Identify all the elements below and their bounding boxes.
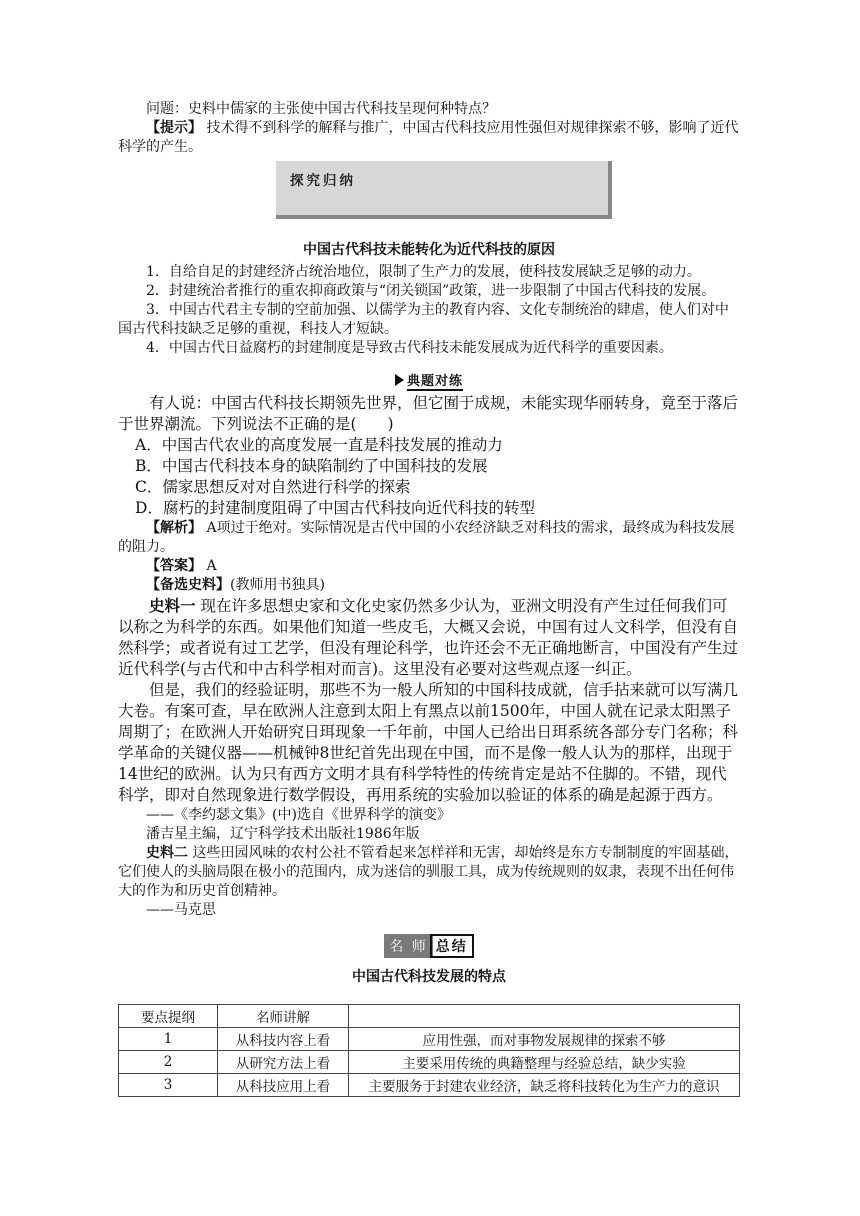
reason-item: 2．封建统治者推行的重农抑商政策与“闭关锁国”政策，进一步限制了中国古代科技的发展。	[146, 283, 716, 299]
table-cell: 从科技内容上看	[218, 1028, 349, 1051]
play-triangle-icon	[395, 374, 404, 386]
option-a: A．中国古代农业的高度发展一直是科技发展的推动力	[135, 436, 503, 454]
backup-note: (教师用书独具)	[230, 577, 325, 593]
source2-paragraph	[118, 844, 740, 901]
table-header: 要点提纲	[119, 1005, 218, 1028]
hint-text: 技术得不到科学的解释与推广，中国古代科技应用性强但对规律探索不够，影响了近代科学的产生。	[118, 120, 739, 155]
backup-heading	[118, 576, 740, 595]
practice-banner-label: 典题对练	[406, 374, 463, 389]
table-header: 名师讲解	[218, 1005, 349, 1028]
table-row	[119, 1051, 740, 1074]
table-cell: 应用性强，而对事物发展规律的探索不够	[349, 1028, 740, 1051]
table-cell: 2	[119, 1051, 218, 1074]
table-row	[119, 1074, 740, 1097]
explore-banner-label: 探究归纳	[290, 173, 356, 189]
explore-banner	[276, 161, 612, 219]
source1-citation: ——《李约瑟文集》(中)选自《世界科学的演变》	[146, 807, 451, 823]
summary-table	[118, 1004, 740, 1097]
table-row	[119, 1028, 740, 1051]
table-cell: 从研究方法上看	[218, 1051, 349, 1074]
summary-title: 中国古代科技发展的特点	[352, 969, 506, 985]
reason-item: 1．自给自足的封建经济占统治地位，限制了生产力的发展，使科技发展缺乏足够的动力。	[146, 264, 701, 280]
question-stem: 有人说：中国古代科技长期领先世界，但它囿于成规，未能实现华丽转身，竟至于落后于世界潮流。下列说法不正确的是( )	[118, 394, 739, 433]
table-cell: 3	[119, 1074, 218, 1097]
hint-label: 【提示】	[146, 120, 202, 136]
source2-label: 史料二	[146, 845, 188, 861]
source1-publisher: 潘吉星主编，辽宁科学技术出版社1986年版	[146, 826, 420, 842]
page-content	[118, 100, 740, 1097]
source2-citation: ——马克思	[146, 902, 216, 918]
analysis-text: A项过于绝对。实际情况是古代中国的小农经济缺乏对科技的需求，最终成为科技发展的阻力。	[118, 520, 735, 555]
table-cell: 主要服务于封建农业经济，缺乏将科技转化为生产力的意识	[349, 1074, 740, 1097]
table-header	[349, 1005, 740, 1028]
practice-banner	[118, 370, 740, 389]
table-cell: 1	[119, 1028, 218, 1051]
reason-item: 4．中国古代日益腐朽的封建制度是导致古代科技未能发展成为近代科学的重要因素。	[146, 340, 673, 356]
source1-text-1: 现在许多思想史家和文化史家仍然多少认为，亚洲文明没有产生过任何我们可以称之为科学的东西。如果他们知道一些皮毛，大概又会说，中国有过人文科学，但没有自然科学；或者说有过工艺学，但没有理论科学，也许还会不无正确地断言，中国没有产生过近代科学(与古代和中古科学相对而言)。这里没有必要对这些观点逐一纠正。	[118, 597, 739, 678]
source1-paragraph-2: 但是，我们的经验证明，那些不为一般人所知的中国科技成就，信手拈来就可以写满几大卷。有案可查，早在欧洲人注意到太阳上有黑点以前1500年，中国人就在记录太阳黑子周期了；在欧洲人开始研究日珥现象一千年前，中国人已给出日珥系统各部分专门名称；科学革命的关键仪器——机械钟8世纪首先出现在中国，而不是像一般人认为的那样，出现于14世纪的欧洲。认为只有西方文明才具有科学特性的传统肯定是站不住脚的。不错，现代科学，即对自然现象进行数学假设，再用系统的实验加以验证的体系的确是起源于西方。	[118, 681, 739, 804]
answer-value: A	[206, 558, 217, 574]
source1-label: 史料一	[149, 596, 196, 615]
answer-line	[118, 557, 740, 576]
option-d: D．腐朽的封建制度阻碍了中国古代科技向近代科技的转型	[135, 499, 535, 517]
answer-label: 【答案】	[146, 558, 202, 574]
backup-label: 【备选史料】	[146, 577, 230, 593]
source2-text: 这些田园风味的农村公社不管看起来怎样祥和无害，却始终是东方专制制度的牢固基础，它们使人的头脑局限在极小的范围内，成为迷信的驯服工具，成为传统规则的奴隶，表现不出任何伟大的作为和历史首创精神。	[118, 845, 739, 899]
question-text: 问题：史料中儒家的主张使中国古代科技呈现何种特点？	[146, 101, 496, 117]
summary-banner-dark: 名 师	[384, 934, 432, 958]
option-c: C．儒家思想反对对自然进行科学的探索	[135, 478, 411, 496]
analysis-label: 【解析】	[146, 520, 202, 536]
table-cell: 从科技应用上看	[218, 1074, 349, 1097]
analysis-paragraph	[118, 519, 740, 557]
source1-paragraph-1	[118, 595, 740, 680]
option-b: B．中国古代科技本身的缺陷制约了中国科技的发展	[135, 457, 488, 475]
reasons-title: 中国古代科技未能转化为近代科技的原因	[303, 242, 555, 258]
summary-banner	[118, 934, 740, 958]
summary-banner-light: 总结	[430, 934, 474, 958]
hint-paragraph	[118, 119, 740, 157]
table-header-row	[119, 1005, 740, 1028]
reason-item: 3．中国古代君主专制的空前加强、以儒学为主的教育内容、文化专制统治的肆虐，使人们对中国古代科技缺乏足够的重视，科技人才短缺。	[118, 302, 729, 337]
table-cell: 主要采用传统的典籍整理与经验总结，缺少实验	[349, 1051, 740, 1074]
